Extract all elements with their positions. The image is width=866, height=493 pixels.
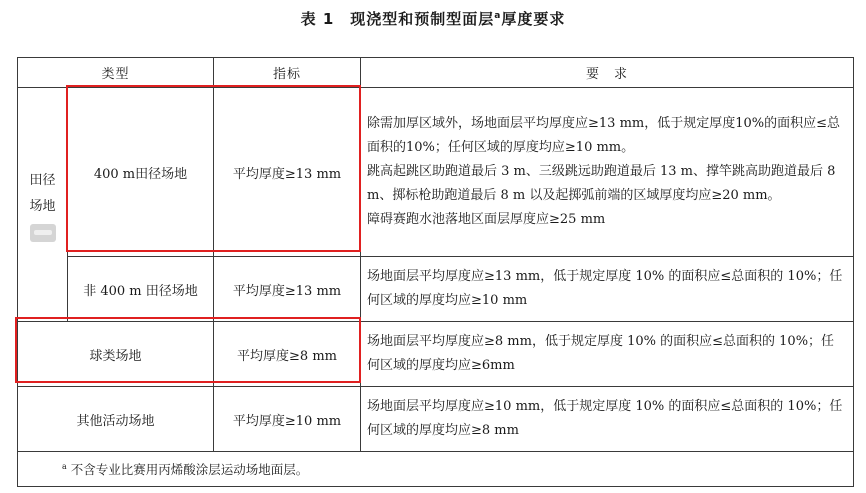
table-row <box>18 88 854 257</box>
type-cell: 其他活动场地 <box>18 387 214 452</box>
requirement-cell <box>361 322 854 387</box>
thickness-requirements-table <box>17 57 854 487</box>
requirement-text: 场地面层平均厚度应≥10 mm，低于规定厚度 10% 的面积应≤总面积的 10%；任何区域的厚度均应≥8 mm <box>367 399 843 438</box>
table-row <box>18 322 854 387</box>
type-cell: 球类场地 <box>18 322 214 387</box>
header-row <box>18 58 854 88</box>
footnote-mark: a <box>62 461 67 471</box>
footnote-mark: a <box>494 11 502 21</box>
requirement-text: 场地面层平均厚度应≥8 mm，低于规定厚度 10% 的面积应≤总面积的 10%；任何区域的厚度均应≥6mm <box>367 334 835 373</box>
footnote <box>18 452 854 487</box>
requirement-text: 跳高起跳区助跑道最后 3 m、三级跳远助跑道最后 13 m、撑竿跳高助跑道最后 8 m、掷标枪助跑道最后 8 m 以及起掷弧前端的区域厚度均应≥20 mm。 <box>367 164 836 203</box>
type-cell: 非 400 m 田径场地 <box>68 257 214 322</box>
table-title-tail: 厚度要求 <box>501 10 566 28</box>
table-number: 表 1 <box>300 10 335 28</box>
requirement-cell <box>361 257 854 322</box>
header-index: 指标 <box>214 58 361 88</box>
watermark-logo-icon <box>30 224 56 242</box>
requirement-text: 障碍赛跑水池落地区面层厚度应≥25 mm <box>367 212 606 227</box>
index-cell: 平均厚度≥13 mm <box>214 88 361 257</box>
header-type: 类型 <box>18 58 214 88</box>
index-cell: 平均厚度≥10 mm <box>214 387 361 452</box>
footnote-row <box>18 452 854 487</box>
table-caption <box>0 8 866 29</box>
requirement-cell <box>361 88 854 257</box>
table-title: 现浇型和预制型面层 <box>350 10 495 28</box>
requirement-text: 除需加厚区域外，场地面层平均厚度应≥13 mm，低于规定厚度10%的面积应≤总面积的10%；任何区域的厚度均应≥10 mm。 <box>367 116 841 155</box>
table-row <box>18 257 854 322</box>
requirement-text: 场地面层平均厚度应≥13 mm，低于规定厚度 10% 的面积应≤总面积的 10%；任何区域的厚度均应≥10 mm <box>367 269 843 308</box>
group-cell <box>18 88 68 322</box>
header-requirement: 要 求 <box>361 58 854 88</box>
index-cell: 平均厚度≥8 mm <box>214 322 361 387</box>
group-label: 田径场地 <box>29 172 56 214</box>
index-cell: 平均厚度≥13 mm <box>214 257 361 322</box>
table-row <box>18 387 854 452</box>
type-cell: 400 m田径场地 <box>68 88 214 257</box>
requirement-cell <box>361 387 854 452</box>
footnote-text: 不含专业比赛用丙烯酸涂层运动场地面层。 <box>70 462 309 477</box>
